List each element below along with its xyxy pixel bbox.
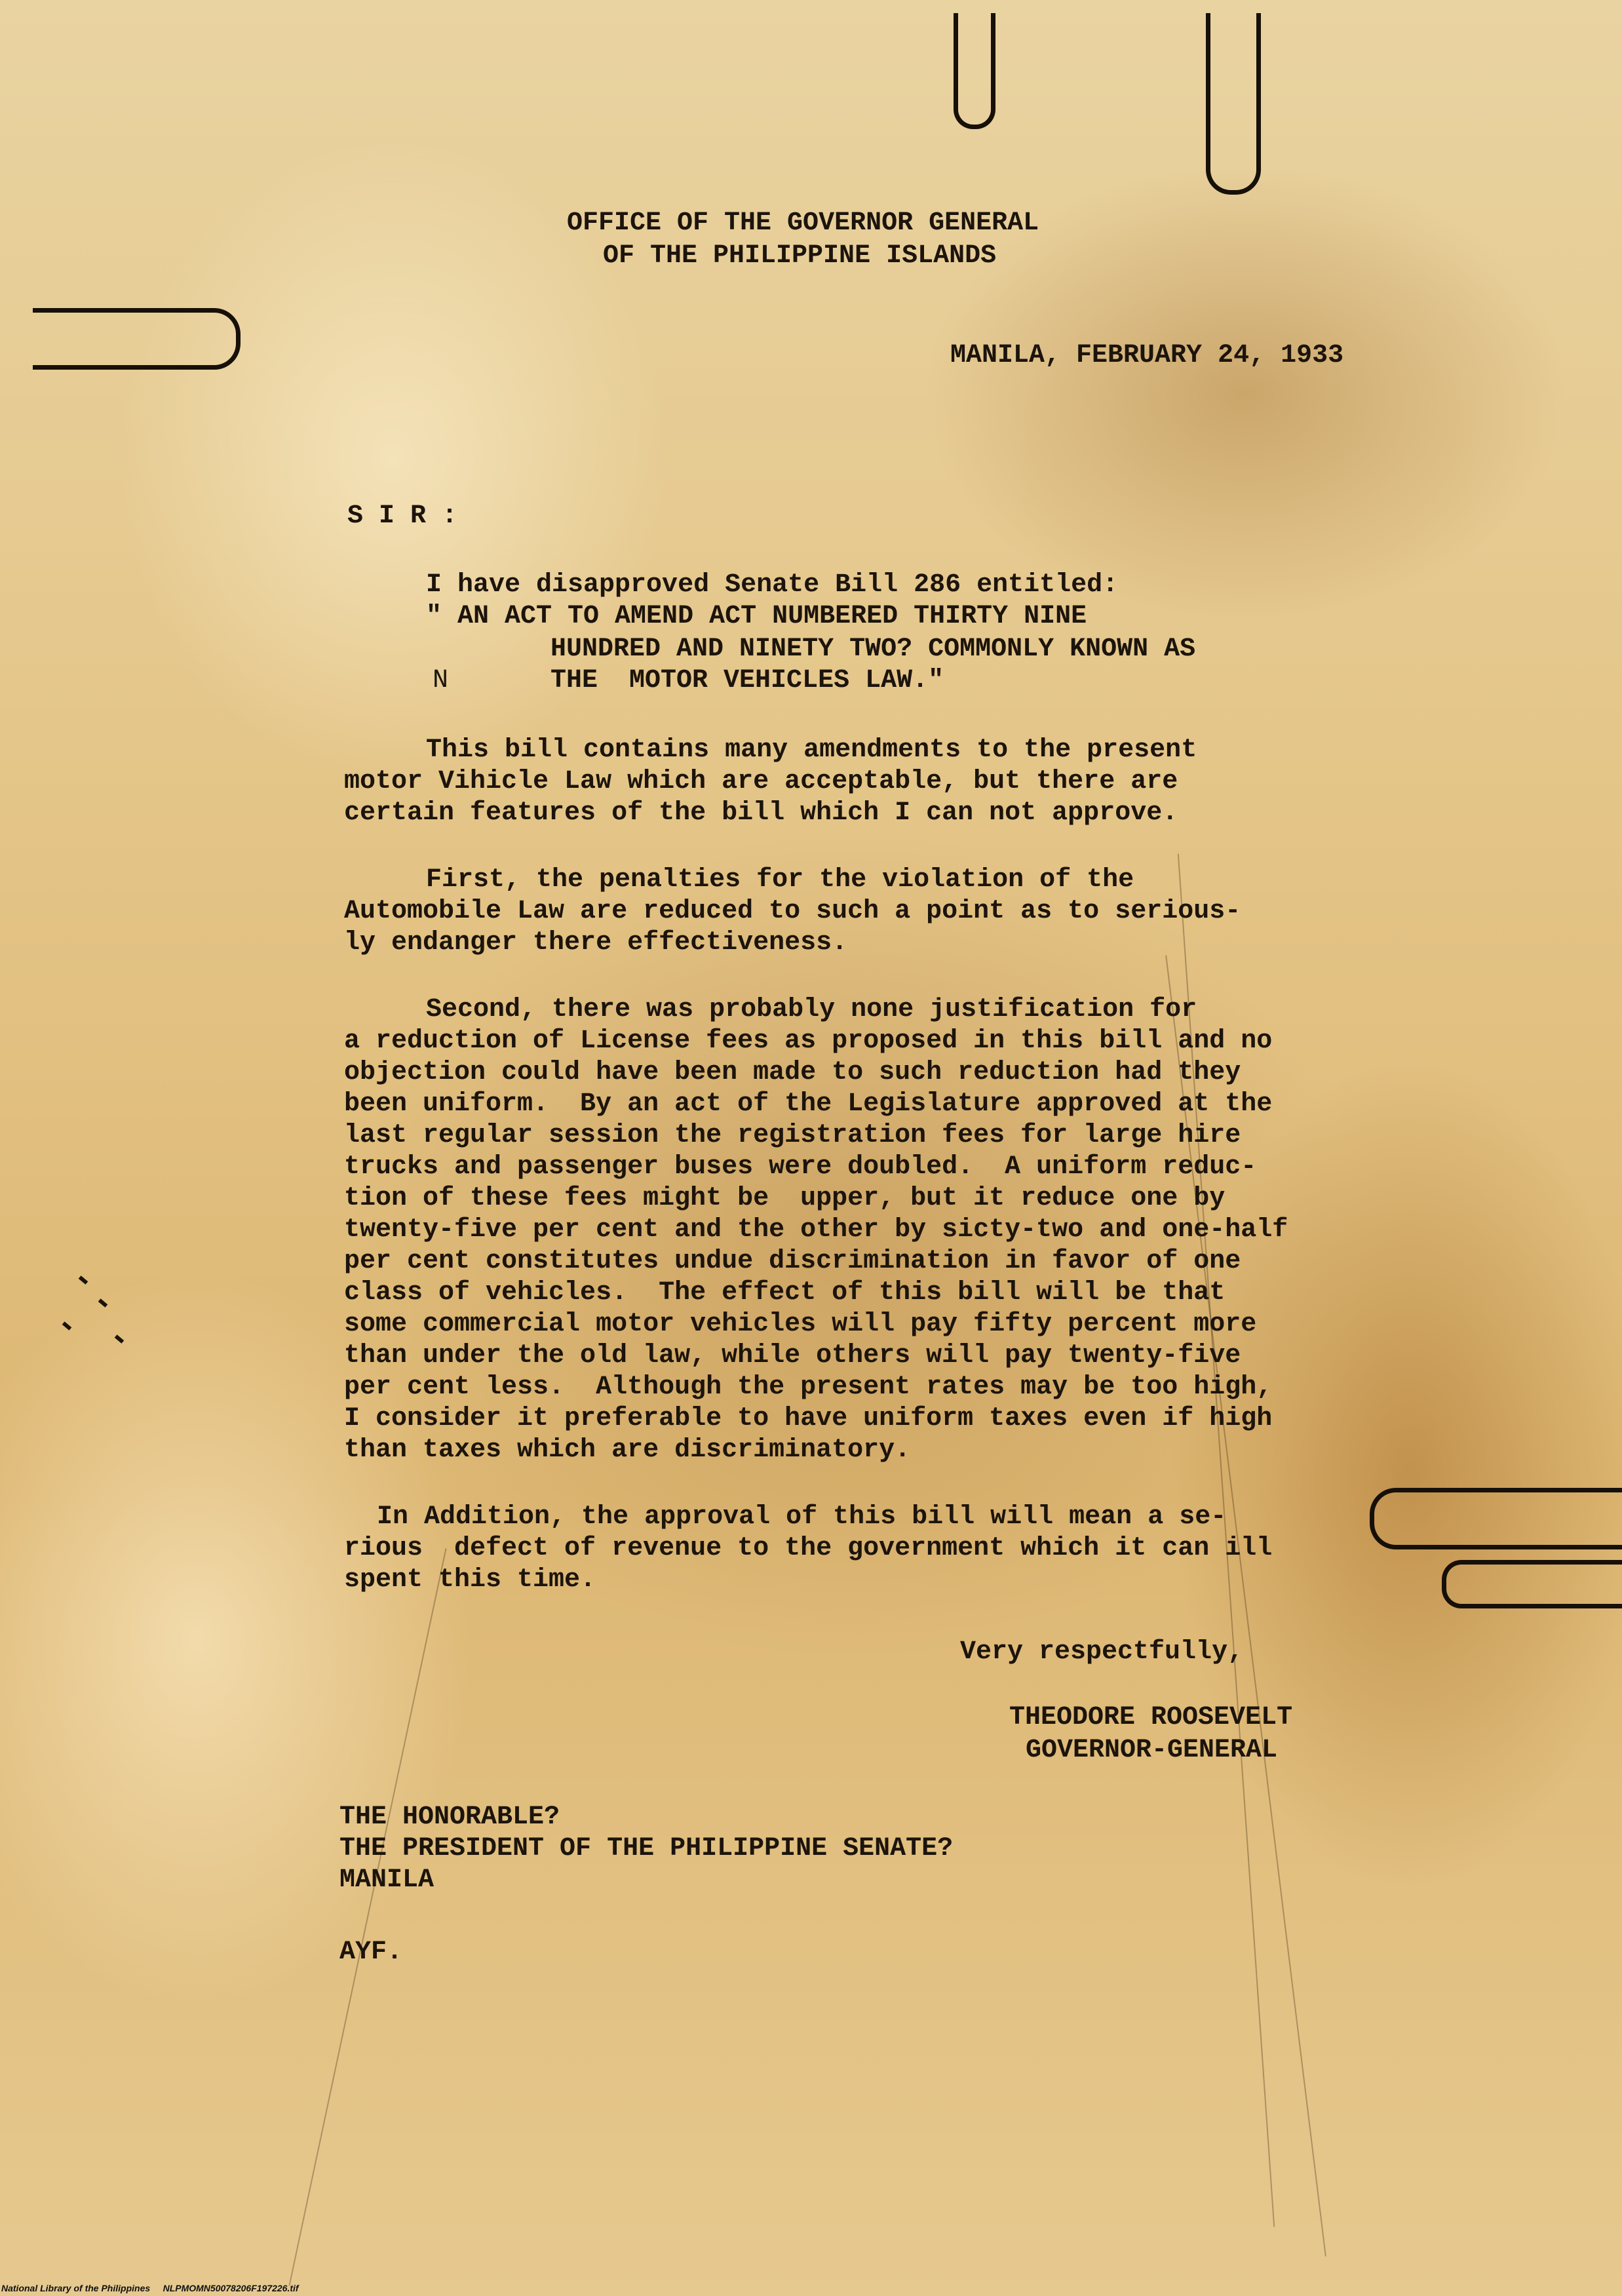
intro-line-4: THE MOTOR VEHICLES LAW."	[550, 666, 944, 695]
addressee-line: MANILA	[339, 1865, 434, 1895]
paragraph-3-line: a reduction of License fees as proposed in this bill and no	[344, 1026, 1273, 1056]
paragraph-4-line: In Addition, the approval of this bill will mean a se-	[377, 1502, 1227, 1532]
date-line: MANILA, FEBRUARY 24, 1933	[950, 341, 1344, 370]
paragraph-3-line: been uniform. By an act of the Legislature approved at the	[344, 1089, 1273, 1119]
paragraph-3-line: than under the old law, while others will pay twenty-five	[344, 1341, 1241, 1371]
paragraph-4-line: rious defect of revenue to the government which it can ill	[344, 1534, 1273, 1563]
paperclip-right-mark	[1370, 1488, 1622, 1549]
paragraph-3-line: Second, there was probably none justification for	[426, 995, 1197, 1024]
paragraph-3-line: per cent less. Although the present rates may be too high,	[344, 1372, 1273, 1402]
letterhead-line-1: OFFICE OF THE GOVERNOR GENERAL	[567, 208, 1039, 238]
paragraph-3-line: I consider it preferable to have uniform taxes even if high	[344, 1404, 1273, 1433]
signatory-title: GOVERNOR-GENERAL	[1026, 1736, 1278, 1765]
paragraph-1-line: certain features of the bill which I can not approve.	[344, 798, 1178, 828]
paragraph-2-line: ly endanger there effectiveness.	[344, 928, 848, 958]
paragraph-3-line: objection could have been made to such reduction had they	[344, 1058, 1241, 1087]
paragraph-1-line: motor Vihicle Law which are acceptable, but there are	[344, 767, 1178, 796]
paragraph-3-line: trucks and passenger buses were doubled. A uniform reduc-	[344, 1152, 1257, 1182]
paragraph-3-line: some commercial motor vehicles will pay fifty percent more	[344, 1310, 1257, 1339]
paperclip-right-lower-mark	[1442, 1560, 1622, 1608]
signatory-name: THEODORE ROOSEVELT	[1009, 1703, 1293, 1732]
intro-line-2: " AN ACT TO AMEND ACT NUMBERED THIRTY NINE	[426, 602, 1087, 631]
paperclip-left-mark	[33, 308, 241, 370]
paragraph-3-line: than taxes which are discriminatory.	[344, 1435, 911, 1465]
salutation: S I R :	[347, 501, 458, 531]
paperclip-top-left-mark	[954, 13, 995, 129]
letterhead-line-2: OF THE PHILIPPINE ISLANDS	[603, 241, 997, 271]
archive-footer: National Library of the Philippines NLPMOMN50078206F197226.tif	[1, 2283, 299, 2293]
closing: Very respectfully,	[960, 1637, 1244, 1667]
paragraph-3-line: tion of these fees might be upper, but it reduce one by	[344, 1184, 1226, 1213]
paragraph-3-line: last regular session the registration fees for large hire	[344, 1121, 1241, 1150]
ink-speck	[79, 1275, 88, 1285]
paragraph-3-line: twenty-five per cent and the other by sicty-two and one-half	[344, 1215, 1288, 1245]
addressee-line: THE PRESIDENT OF THE PHILIPPINE SENATE?	[339, 1834, 954, 1863]
paragraph-4-line: spent this time.	[344, 1565, 596, 1595]
addressee-line: THE HONORABLE?	[339, 1802, 560, 1832]
paragraph-2-line: Automobile Law are reduced to such a point as to serious-	[344, 897, 1241, 926]
paragraph-3-line: class of vehicles. The effect of this bill will be that	[344, 1278, 1226, 1308]
paragraph-3-line: per cent constitutes undue discrimination in favor of one	[344, 1247, 1241, 1276]
ink-speck	[62, 1321, 72, 1331]
ink-speck	[98, 1298, 108, 1308]
ink-speck	[115, 1334, 125, 1344]
intro-line-4-prefix: N	[433, 666, 449, 695]
paragraph-1-line: This bill contains many amendments to the present	[426, 735, 1197, 765]
intro-line-1: I have disapproved Senate Bill 286 entitled:	[426, 570, 1119, 600]
intro-line-3: HUNDRED AND NINETY TWO? COMMONLY KNOWN AS	[550, 634, 1196, 664]
typist-initials: AYF.	[339, 1937, 403, 1967]
paragraph-2-line: First, the penalties for the violation of the	[426, 865, 1134, 895]
paper-crease	[288, 1548, 446, 2286]
paperclip-top-right-mark	[1206, 13, 1261, 195]
